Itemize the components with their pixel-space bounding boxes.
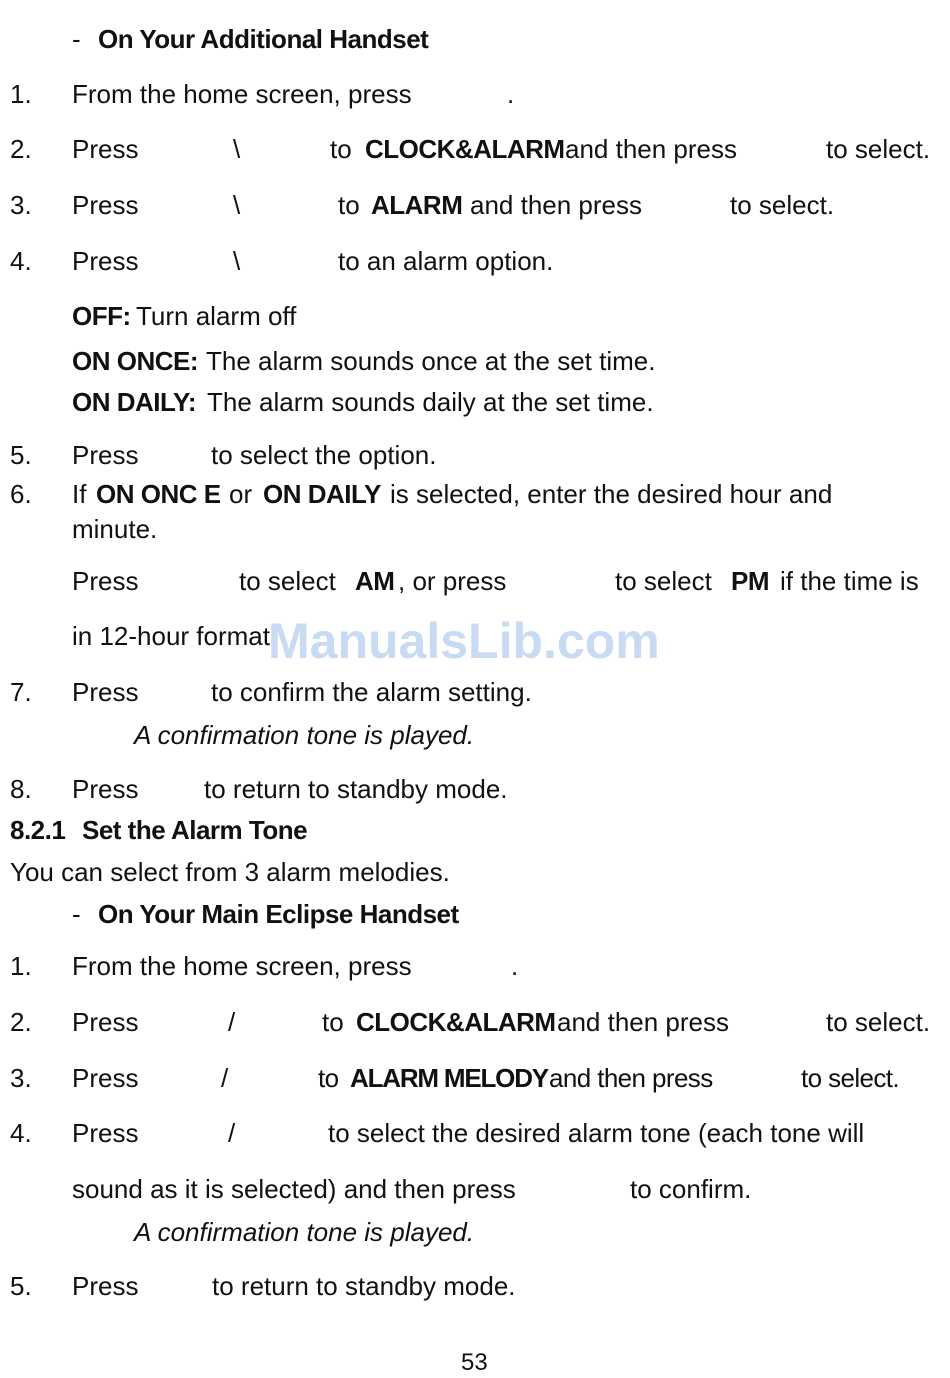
step-text: Press (72, 440, 139, 470)
subheading-main-handset: On Your Main Eclipse Handset (98, 899, 459, 929)
option-description: The alarm sounds once at the set time. (206, 346, 656, 376)
option-label: OFF: (72, 301, 131, 331)
step-text: and then press (470, 190, 643, 220)
separator: / (221, 1063, 229, 1093)
separator: / (228, 1007, 236, 1037)
separator: \ (233, 246, 241, 276)
step-text: , or press (398, 566, 507, 596)
step-text: and then press (557, 1007, 730, 1037)
option-label: ON DAILY (263, 479, 381, 509)
step-number: 5. (10, 440, 32, 470)
step-number: 2. (10, 134, 32, 164)
step-text: . (507, 79, 515, 109)
step-text: Press (72, 1271, 139, 1301)
step-text: From the home screen, press (72, 951, 412, 981)
step-text: Press (72, 566, 139, 596)
option-label: ON ONC E (96, 479, 221, 509)
step-text: is selected, enter the desired hour and (390, 479, 833, 509)
step-text: Press (72, 1118, 139, 1148)
step-text: Press (72, 774, 139, 804)
menu-item-name: CLOCK&ALARM (356, 1007, 556, 1037)
step-text: to (322, 1007, 344, 1037)
step-text: Press (72, 246, 139, 276)
step-number: 3. (10, 1063, 32, 1093)
section-title: Set the Alarm Tone (82, 815, 308, 845)
step-text: and then press (549, 1063, 713, 1093)
step-text: to an alarm option. (338, 246, 554, 276)
step-text: sound as it is selected) and then press (72, 1174, 516, 1204)
step-text: to select. (730, 190, 835, 220)
step-number: 8. (10, 774, 32, 804)
step-number: 7. (10, 677, 32, 707)
step-text: to (330, 134, 352, 164)
step-text: in 12-hour format. (72, 621, 278, 651)
option-description: The alarm sounds daily at the set time. (207, 387, 654, 417)
step-text: to select. (826, 1007, 931, 1037)
separator: \ (233, 134, 241, 164)
step-text: to select the option. (211, 440, 437, 470)
step-text: Press (72, 134, 139, 164)
step-text: to confirm the alarm setting. (211, 677, 532, 707)
option-label: ON DAILY: (72, 387, 197, 417)
subheading-additional-handset: On Your Additional Handset (98, 24, 429, 54)
step-number: 1. (10, 951, 32, 981)
separator: / (228, 1118, 236, 1148)
step-text: to select the desired alarm tone (each tone will (328, 1118, 865, 1148)
step-text: to return to standby mode. (212, 1271, 516, 1301)
page-number: 53 (461, 1349, 488, 1376)
separator: \ (233, 190, 241, 220)
section-intro: You can select from 3 alarm melodies. (10, 857, 450, 887)
step-text: Press (72, 1007, 139, 1037)
am-label: AM (355, 566, 395, 596)
confirmation-note: A confirmation tone is played. (134, 1217, 475, 1247)
dash: - (72, 899, 81, 929)
step-number: 4. (10, 1118, 32, 1148)
step-text: to select (615, 566, 712, 596)
step-text: and then press (565, 134, 738, 164)
step-text: minute. (72, 514, 158, 544)
step-text: to select (239, 566, 336, 596)
menu-item-name: CLOCK&ALARM (365, 134, 565, 164)
step-text: to select. (826, 134, 931, 164)
confirmation-note: A confirmation tone is played. (134, 720, 475, 750)
step-text: to return to standby mode. (204, 774, 508, 804)
menu-item-name: ALARM (371, 190, 463, 220)
option-label: ON ONCE: (72, 346, 198, 376)
step-number: 3. (10, 190, 32, 220)
step-number: 1. (10, 79, 32, 109)
step-text: From the home screen, press (72, 79, 412, 109)
step-text: . (511, 951, 519, 981)
step-text: Press (72, 1063, 139, 1093)
step-text: if the time is (780, 566, 919, 596)
step-text: or (229, 479, 253, 509)
step-number: 5. (10, 1271, 32, 1301)
step-text: Press (72, 190, 139, 220)
step-number: 6. (10, 479, 32, 509)
step-text: to confirm. (630, 1174, 752, 1204)
step-text: If (72, 479, 87, 509)
step-text: Press (72, 677, 139, 707)
step-text: to select. (801, 1063, 900, 1093)
step-text: to (338, 190, 360, 220)
watermark: ManualsLib.com (268, 613, 660, 669)
menu-item-name: ALARM MELODY (350, 1063, 548, 1093)
step-text: to (318, 1063, 339, 1093)
pm-label: PM (731, 566, 769, 596)
section-number: 8.2.1 (10, 815, 66, 845)
step-number: 2. (10, 1007, 32, 1037)
dash: - (72, 24, 81, 54)
option-description: Turn alarm off (136, 301, 297, 331)
step-number: 4. (10, 246, 32, 276)
